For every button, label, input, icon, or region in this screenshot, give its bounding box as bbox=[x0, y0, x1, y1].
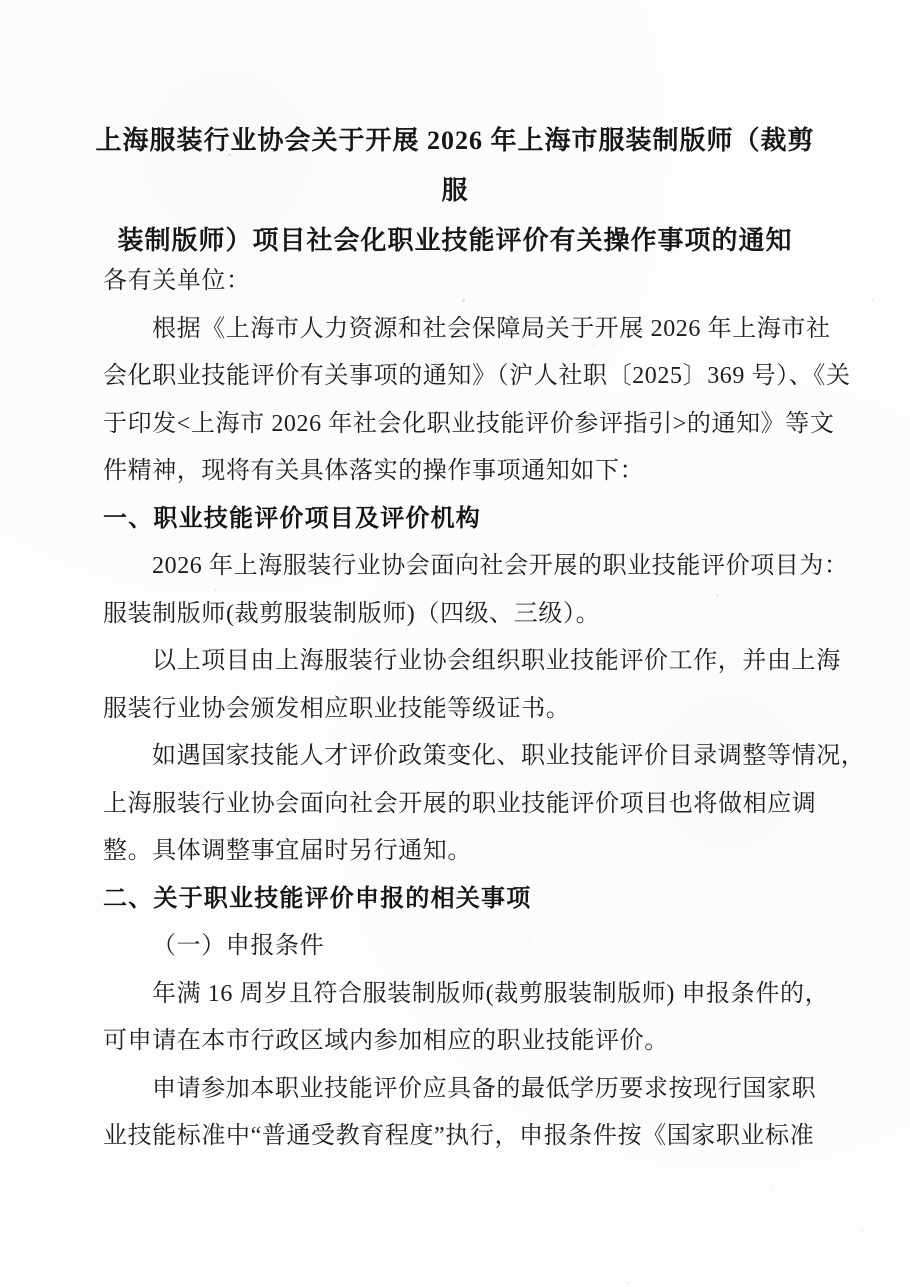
document-line: 整。具体调整事宜届时另行通知。 bbox=[103, 838, 472, 864]
section-heading-line: 二、关于职业技能评价申报的相关事项 bbox=[103, 885, 532, 912]
document-line: 服装制版师(裁剪服装制版师)（四级、三级）。 bbox=[103, 600, 601, 627]
document-title-line: 装制版师）项目社会化职业技能评价有关操作事项的通知 bbox=[117, 226, 793, 255]
document-line: 可申请在本市行政区域内参加相应的职业技能评价。 bbox=[103, 1028, 669, 1054]
scan-speckle bbox=[716, 594, 719, 597]
document-line: 2026 年上海服装行业协会面向社会开展的职业技能评价项目为： bbox=[152, 553, 849, 579]
document-title-line: 上海服装行业协会关于开展 2026 年上海市服装制版师（裁剪服 bbox=[95, 126, 815, 205]
document-body bbox=[103, 258, 866, 1161]
document-line: 会化职业技能评价有关事项的通知》（沪人社职〔2025〕369 号）、《关 bbox=[103, 363, 851, 389]
scan-speckle bbox=[228, 153, 231, 156]
scan-speckle bbox=[529, 938, 531, 940]
document-line: （一）申报条件 bbox=[152, 933, 325, 959]
document-line: 各有关单位： bbox=[103, 268, 251, 294]
section-heading-line: 一、职业技能评价项目及评价机构 bbox=[103, 505, 481, 532]
document-title bbox=[95, 116, 815, 266]
document-line: 件精神，现将有关具体落实的操作事项通知如下： bbox=[103, 458, 645, 484]
scan-speckle bbox=[462, 299, 465, 302]
scan-speckle bbox=[861, 1230, 863, 1232]
document-line: 申请参加本职业技能评价应具备的最低学历要求按现行国家职 bbox=[152, 1075, 817, 1102]
scan-speckle bbox=[214, 589, 216, 591]
scan-speckle bbox=[627, 1282, 629, 1284]
document-line: 以上项目由上海服装行业协会组织职业技能评价工作，并由上海 bbox=[152, 648, 841, 674]
document-line: 如遇国家技能人才评价政策变化、职业技能评价目录调整等情况， bbox=[152, 743, 866, 769]
document-line: 年满 16 周岁且符合服装制版师(裁剪服装制版师) 申报条件的， bbox=[152, 980, 830, 1007]
scan-speckle bbox=[770, 1189, 772, 1191]
scan-speckle bbox=[87, 56, 89, 58]
document-line: 上海服装行业协会面向社会开展的职业技能评价项目也将做相应调 bbox=[103, 790, 817, 817]
document-line: 业技能标准中“普通受教育程度”执行，申报条件按《国家职业标准 bbox=[103, 1123, 815, 1149]
scan-speckle bbox=[593, 344, 595, 346]
scan-speckle bbox=[872, 299, 874, 301]
document-line: 于印发<上海市 2026 年社会化职业技能评价参评指引>的通知》等文 bbox=[103, 410, 835, 437]
document-line: 服装行业协会颁发相应职业技能等级证书。 bbox=[103, 695, 571, 722]
document-line: 根据《上海市人力资源和社会保障局关于开展 2026 年上海市社 bbox=[152, 315, 831, 342]
